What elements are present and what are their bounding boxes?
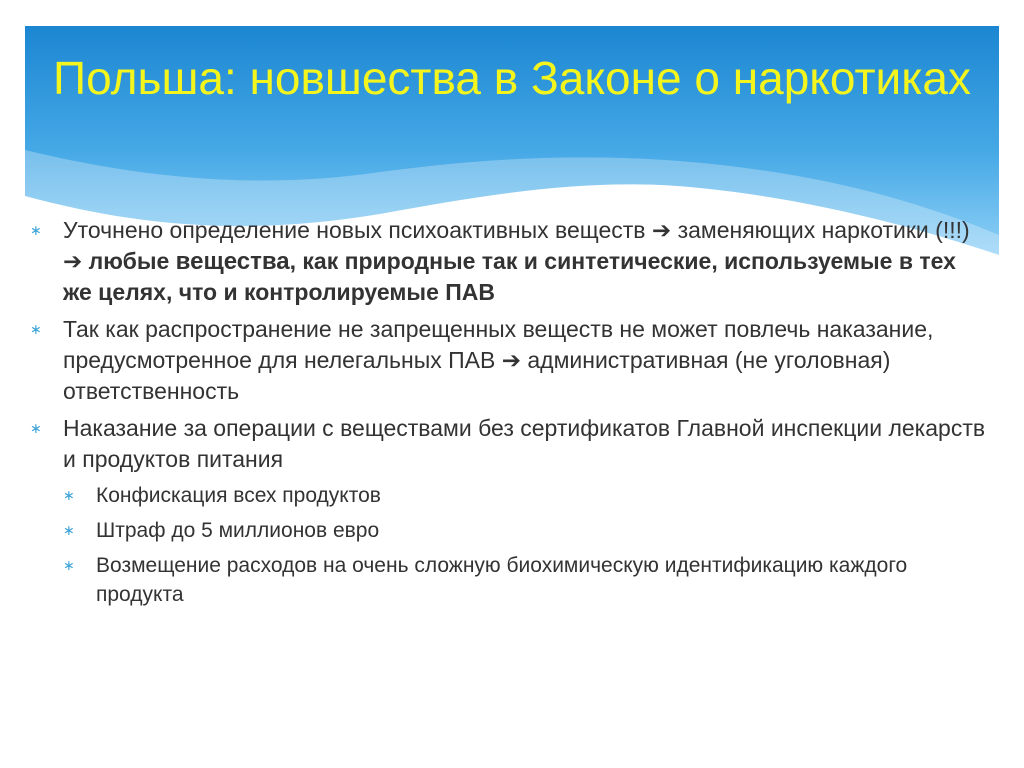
item-text: административная (не уголовная) ответственность [63,347,891,404]
right-arrow-icon: ➔ [651,217,672,243]
slide-title: Польша: новшества в Законе о наркотиках [53,52,971,104]
bullet-item [30,413,990,475]
bullet-item [30,215,990,308]
bullet-item [30,314,990,407]
item-text: Конфискация всех продуктов [96,484,381,507]
item-text-bold: вещества [175,248,290,275]
sub-bullet-item [30,551,990,609]
bullet-list [30,215,990,615]
right-arrow-icon: ➔ [63,248,83,274]
bullet-asterisk-icon: ∗ [63,522,75,538]
bullet-asterisk-icon: ∗ [63,557,75,573]
bullet-asterisk-icon: ∗ [63,487,75,503]
item-text: Штраф до 5 миллионов евро [96,519,380,542]
bullet-asterisk-icon: ∗ [30,420,42,436]
right-arrow-icon: ➔ [501,347,521,373]
item-text: Возмещение расходов на очень сложную биохимическую идентификацию каждого продукта [96,554,908,606]
item-text-bold: , как природные так и синтетические, используемые в тех же целях, что и контролируемые ПАВ [63,248,956,305]
item-text: Так как распространение не запрещенных веществ не может повлечь наказание, предусмотренное для нелегальных ПАВ [63,316,934,373]
item-text: Уточнено определение новых психоактивных веществ [63,217,652,243]
sub-bullet-item [30,481,990,510]
sub-bullet-item [30,516,990,545]
item-text: заменяющих наркотики (!!!) [671,217,970,243]
bullet-asterisk-icon: ∗ [30,321,42,337]
item-text: Наказание за операции с веществами без сертификатов Главной инспекции лекарств и продуктов питания [63,415,986,472]
bullet-asterisk-icon: ∗ [30,222,42,238]
item-text-bold: любые [82,248,176,274]
